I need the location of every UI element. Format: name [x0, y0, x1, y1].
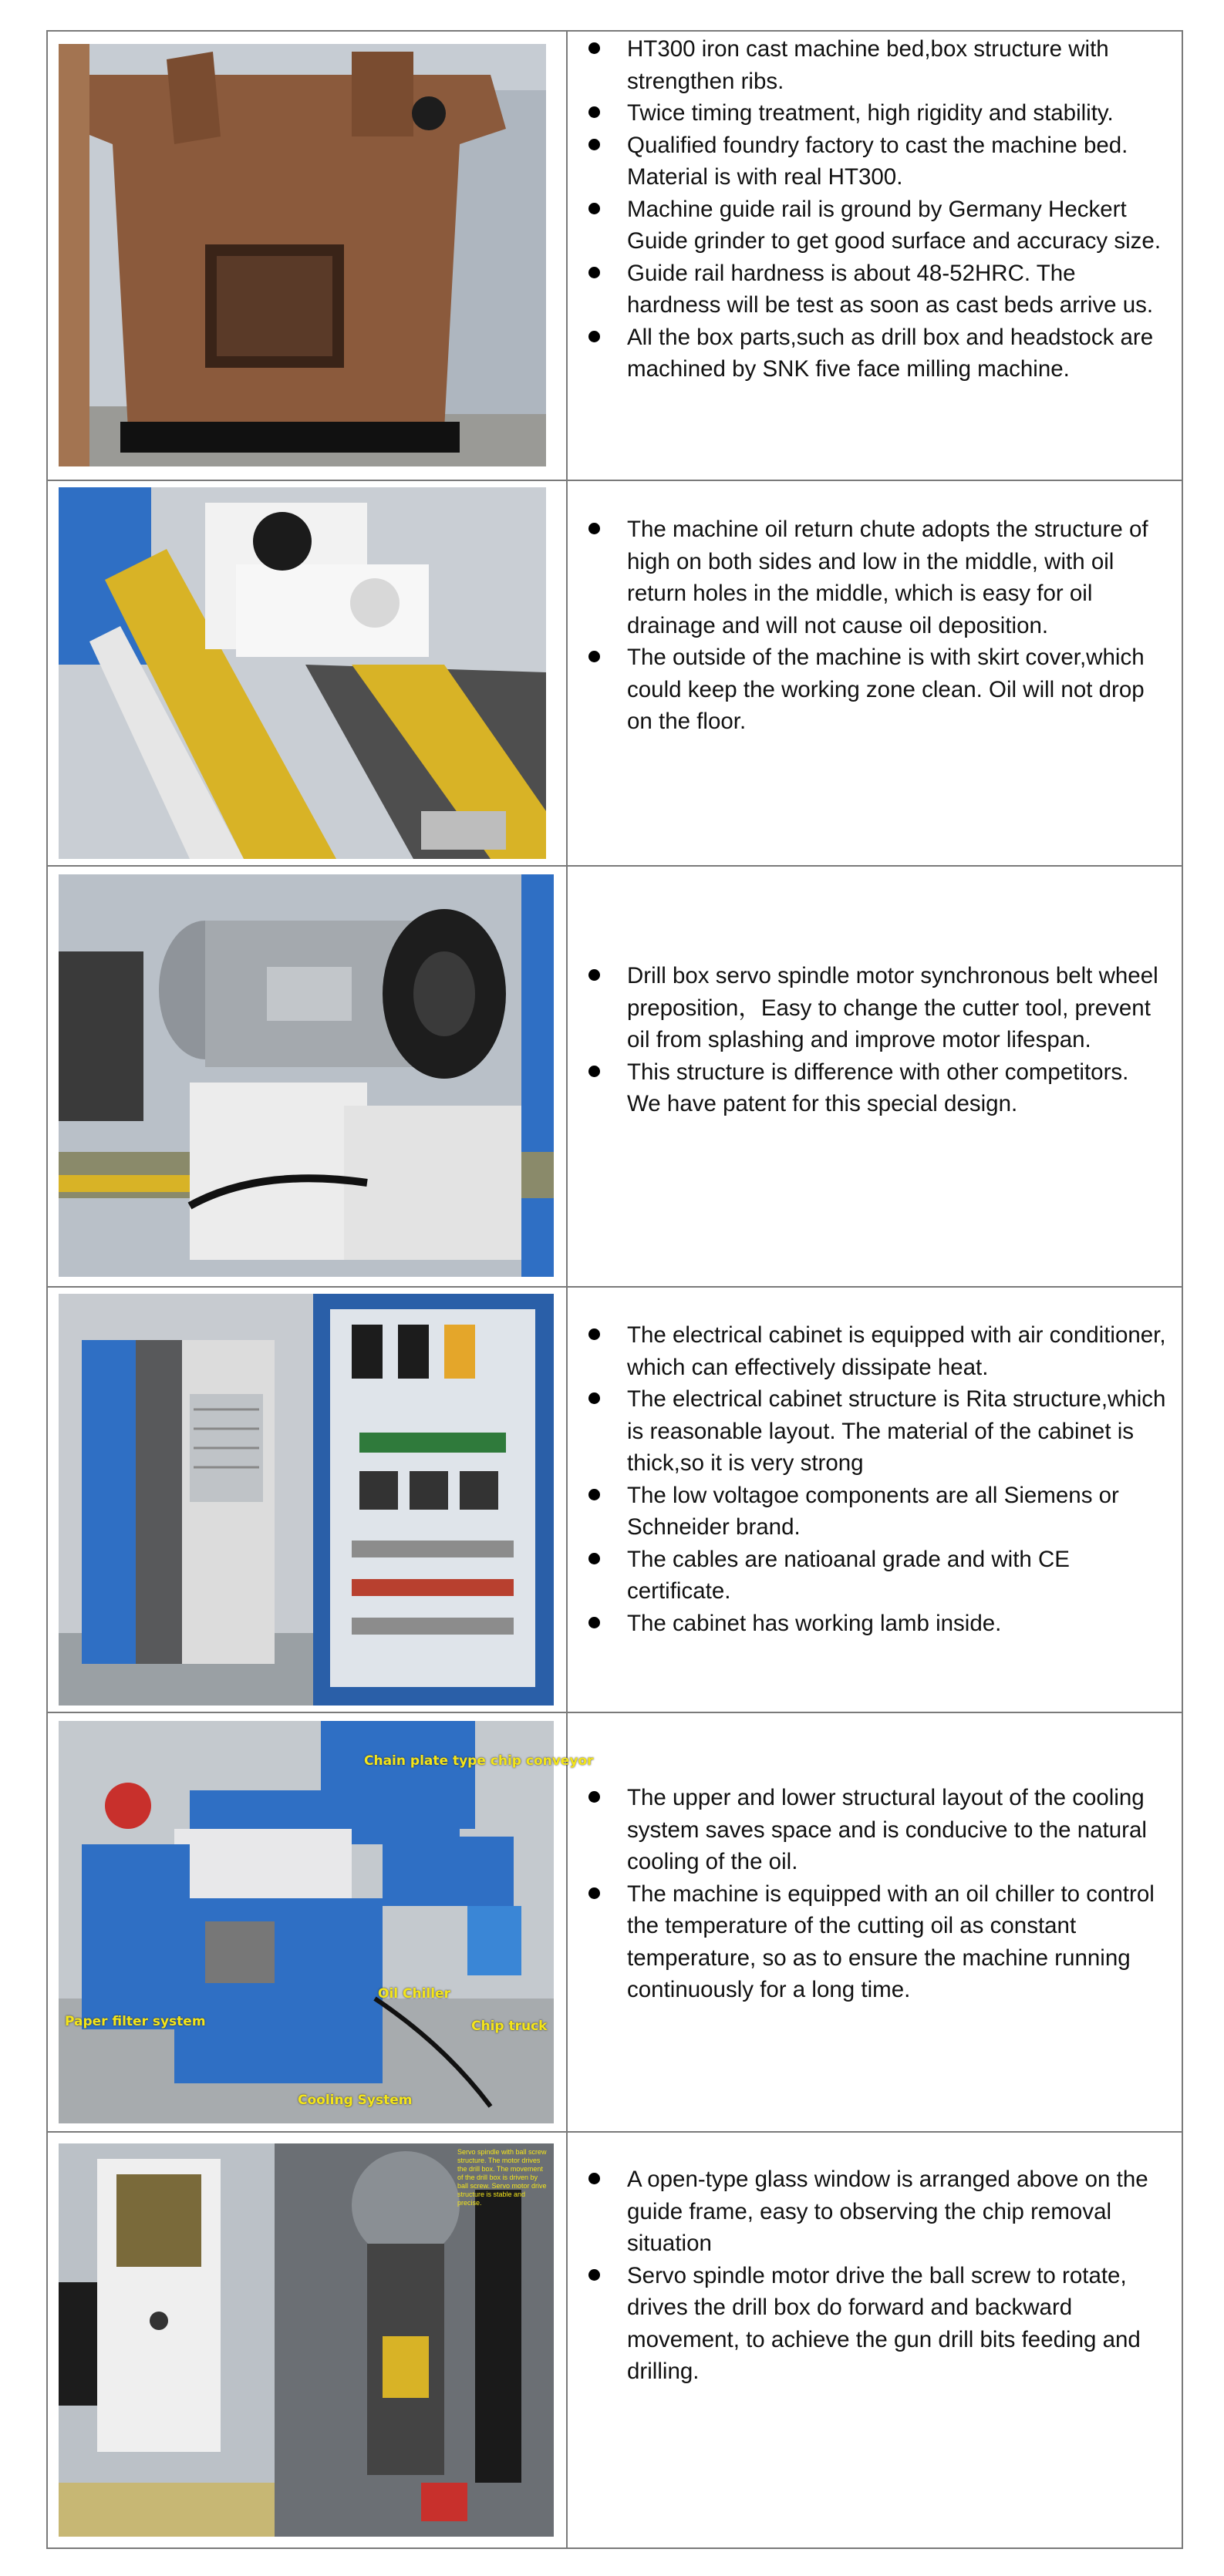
bullet-list	[568, 960, 1182, 1120]
text-cell	[567, 2132, 1182, 2548]
image-cell	[47, 1287, 567, 1712]
image-cell	[47, 2132, 567, 2548]
electrical-cabinet-photo	[59, 1294, 554, 1706]
text-cell	[567, 1712, 1182, 2132]
machine-bed-photo	[59, 44, 546, 466]
bullet-item: The electrical cabinet structure is Rita structure,which is reasonable layout. The material of the cabinet is thick,so it is very strong	[585, 1383, 1168, 1480]
bullet-item: The machine is equipped with an oil chiller to control the temperature of the cutting oil as constant temperature, so as to ensure the machine running continuously for a long time.	[585, 1878, 1168, 2006]
image-cell	[47, 31, 567, 480]
paper-filter-label: Paper filter system	[65, 2014, 206, 2029]
spec-table	[46, 30, 1183, 2549]
text-cell	[567, 866, 1182, 1287]
chain-conveyor-label: Chain plate type chip conveyor	[364, 1753, 594, 1769]
bullet-list	[568, 33, 1182, 386]
spec-row-machine-bed	[47, 31, 1182, 480]
image-cell	[47, 480, 567, 866]
spec-row-oil-chute	[47, 480, 1182, 866]
bullet-item: The electrical cabinet is equipped with air conditioner, which can effectively dissipate heat.	[585, 1319, 1168, 1383]
bullet-list	[568, 2164, 1182, 2388]
image-cell	[47, 866, 567, 1287]
oil-chute-photo	[59, 487, 546, 859]
text-cell	[567, 31, 1182, 480]
spec-row-glass-window	[47, 2132, 1182, 2548]
bullet-item: Guide rail hardness is about 48-52HRC. The hardness will be test as soon as cast beds arrive us.	[585, 258, 1168, 322]
bullet-list	[568, 1319, 1182, 1639]
bullet-list	[568, 514, 1182, 738]
bullet-item: The machine oil return chute adopts the structure of high on both sides and low in the middle, with oil return holes in the middle, which is easy for oil drainage and will not cause oil deposition.	[585, 514, 1168, 641]
photo-annotation: Servo spindle with ball screw structure. The motor drives the drill box. The movement of the drill box is driven by ball screw. Servo motor drive structure is stable and precise.	[457, 2148, 547, 2207]
bullet-item: Drill box servo spindle motor synchronous belt wheel preposition，Easy to change the cutter tool, prevent oil from splashing and improve motor lifespan.	[585, 960, 1168, 1056]
bullet-item: HT300 iron cast machine bed,box structure with strengthen ribs.	[585, 33, 1168, 97]
bullet-item: The cabinet has working lamb inside.	[585, 1608, 1168, 1640]
bullet-item: All the box parts,such as drill box and headstock are machined by SNK five face milling machine.	[585, 322, 1168, 386]
bullet-item: The low voltagoe components are all Siemens or Schneider brand.	[585, 1480, 1168, 1544]
cooling-system-photo	[59, 1721, 594, 2123]
bullet-item: A open-type glass window is arranged above on the guide frame, easy to observing the chip removal situation	[585, 2164, 1168, 2260]
text-cell	[567, 1287, 1182, 1712]
bullet-item: This structure is difference with other competitors. We have patent for this special design.	[585, 1056, 1168, 1120]
glass-window-photo	[59, 2143, 554, 2537]
spec-row-electrical-cabinet	[47, 1287, 1182, 1712]
spec-row-cooling-system	[47, 1712, 1182, 2132]
bullet-item: Twice timing treatment, high rigidity and stability.	[585, 97, 1168, 130]
cooling-system-label: Cooling System	[298, 2093, 413, 2108]
text-cell	[567, 480, 1182, 866]
bullet-item: The cables are natioanal grade and with CE certificate.	[585, 1544, 1168, 1608]
spindle-motor-photo	[59, 874, 554, 1277]
bullet-list	[568, 1782, 1182, 2006]
bullet-item: The upper and lower structural layout of the cooling system saves space and is conducive to the natural cooling of the oil.	[585, 1782, 1168, 1878]
bullet-item: Qualified foundry factory to cast the machine bed. Material is with real HT300.	[585, 130, 1168, 194]
bullet-item: The outside of the machine is with skirt cover,which could keep the working zone clean. Oil will not drop on the floor.	[585, 641, 1168, 738]
bullet-item: Machine guide rail is ground by Germany Heckert Guide grinder to get good surface and accuracy size.	[585, 194, 1168, 258]
image-cell	[47, 1712, 594, 2132]
chip-truck-label: Chip truck	[471, 2019, 548, 2034]
bullet-item: Servo spindle motor drive the ball screw to rotate, drives the drill box do forward and backward movement, to achieve the gun drill bits feeding and drilling.	[585, 2260, 1168, 2388]
spec-row-spindle-motor	[47, 866, 1182, 1287]
oil-chiller-label: Oil Chiller	[378, 1986, 450, 2002]
